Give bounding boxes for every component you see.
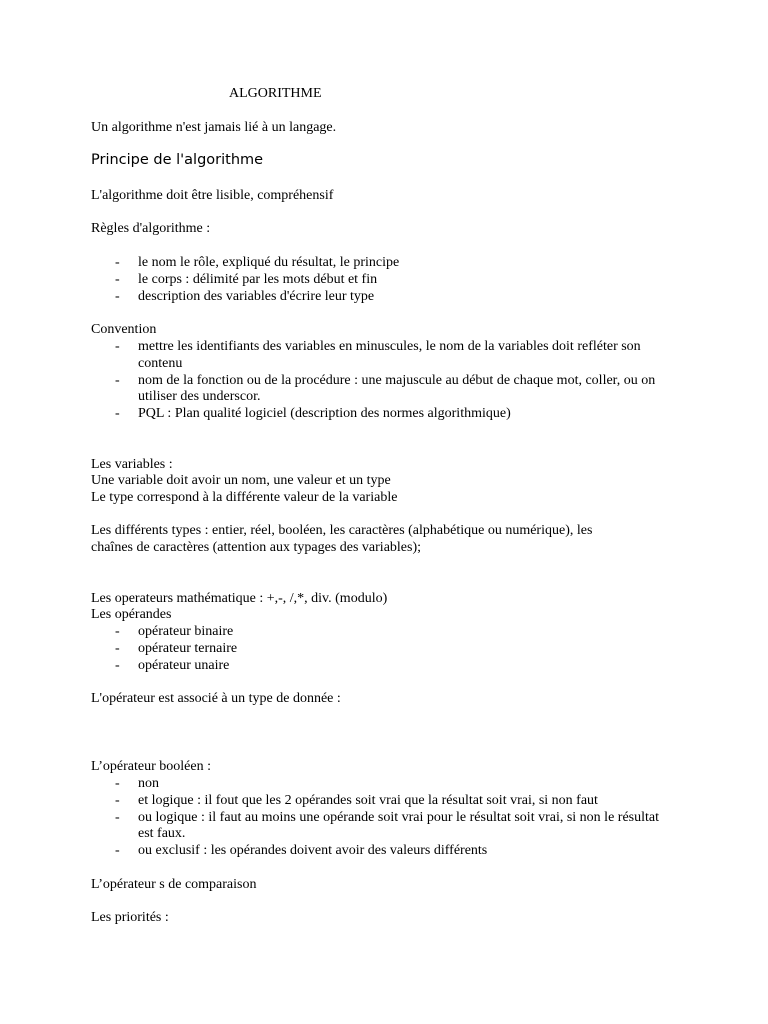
types-line-2: chaînes de caractères (attention aux typages des variables); — [91, 540, 422, 555]
list-dash: - — [115, 624, 120, 639]
list-dash: - — [115, 288, 120, 304]
list-dash: - — [115, 843, 120, 859]
regles-label: Règles d'algorithme : — [91, 221, 211, 236]
section-heading: Principe de l'algorithme — [91, 152, 264, 168]
list-item-text: opérateur unaire — [138, 657, 230, 673]
list-item-text: nom de la fonction ou de la procédure : une majuscule au début de chaque mot, coller, ou on utiliser des underscor. — [138, 372, 656, 405]
list-dash: - — [115, 657, 120, 673]
list-item-text: description des variables d'écrire leur type — [138, 288, 375, 304]
regles-list — [0, 255, 678, 305]
operateur-type-text: L'opérateur est associé à un type de donnée : — [91, 691, 341, 706]
lisible-text: L'algorithme doit être lisible, compréhensif — [91, 188, 334, 203]
list-item-text: PQL : Plan qualité logiciel (description des normes algorithmique) — [138, 406, 511, 422]
convention-list — [0, 339, 678, 423]
types-line-1: Les différents types : entier, réel, booléen, les caractères (alphabétique ou numérique), les — [91, 523, 593, 538]
list-item-text: non — [138, 776, 159, 791]
list-dash: - — [115, 271, 120, 287]
convention-label: Convention — [91, 322, 157, 337]
variables-line-2: Le type correspond à la différente valeur de la variable — [91, 490, 398, 505]
list-dash: - — [115, 792, 120, 808]
list-item — [0, 272, 678, 289]
variables-line-1: Une variable doit avoir un nom, une valeur et un type — [91, 473, 391, 488]
list-item-text: et logique : il fout que les 2 opérandes soit vrai que la résultat soit vrai, si non faut — [138, 792, 598, 808]
operandes-label: Les opérandes — [91, 607, 172, 622]
list-item-text: opérateur ternaire — [138, 640, 238, 656]
variables-label: Les variables : — [91, 457, 173, 472]
list-item-text: ou logique : il faut au moins une opérande soit vrai pour le résultat soit vrai, si non le résultat est faux. — [138, 809, 659, 842]
list-item-text: ou exclusif : les opérandes doivent avoir des valeurs différents — [138, 843, 488, 859]
list-item — [0, 289, 678, 306]
list-item-text: le nom le rôle, expliqué du résultat, le principe — [138, 255, 400, 270]
list-item-text: mettre les identifiants des variables en minuscules, le nom de la variables doit refléter son contenu — [138, 339, 641, 371]
priorites-text: Les priorités : — [91, 910, 169, 925]
list-item — [0, 641, 678, 658]
document-title: ALGORITHME — [229, 86, 322, 101]
intro-text: Un algorithme n'est jamais lié à un langage. — [91, 120, 337, 135]
list-item — [0, 658, 678, 675]
booleen-label: L’opérateur booléen : — [91, 759, 211, 774]
list-item — [0, 406, 678, 423]
list-item — [0, 776, 678, 793]
comparaison-text: L’opérateur s de comparaison — [91, 877, 257, 892]
list-item — [0, 843, 678, 860]
list-item-text: le corps : délimité par les mots début et fin — [138, 271, 378, 287]
list-item — [0, 810, 678, 844]
list-item-text: opérateur binaire — [138, 624, 234, 639]
list-dash: - — [115, 372, 120, 388]
list-item — [0, 624, 678, 641]
list-dash: - — [115, 406, 120, 422]
operateurs-math-text: Les operateurs mathématique : +,-, /,*, div. (modulo) — [91, 591, 388, 606]
booleen-list — [0, 776, 678, 860]
list-dash: - — [115, 776, 120, 791]
list-dash: - — [115, 640, 120, 656]
list-dash: - — [115, 809, 120, 825]
list-item — [0, 373, 678, 407]
operandes-list — [0, 624, 678, 674]
list-dash: - — [115, 339, 120, 354]
list-item — [0, 255, 678, 272]
list-item — [0, 339, 678, 373]
list-dash: - — [115, 255, 120, 270]
list-item — [0, 793, 678, 810]
